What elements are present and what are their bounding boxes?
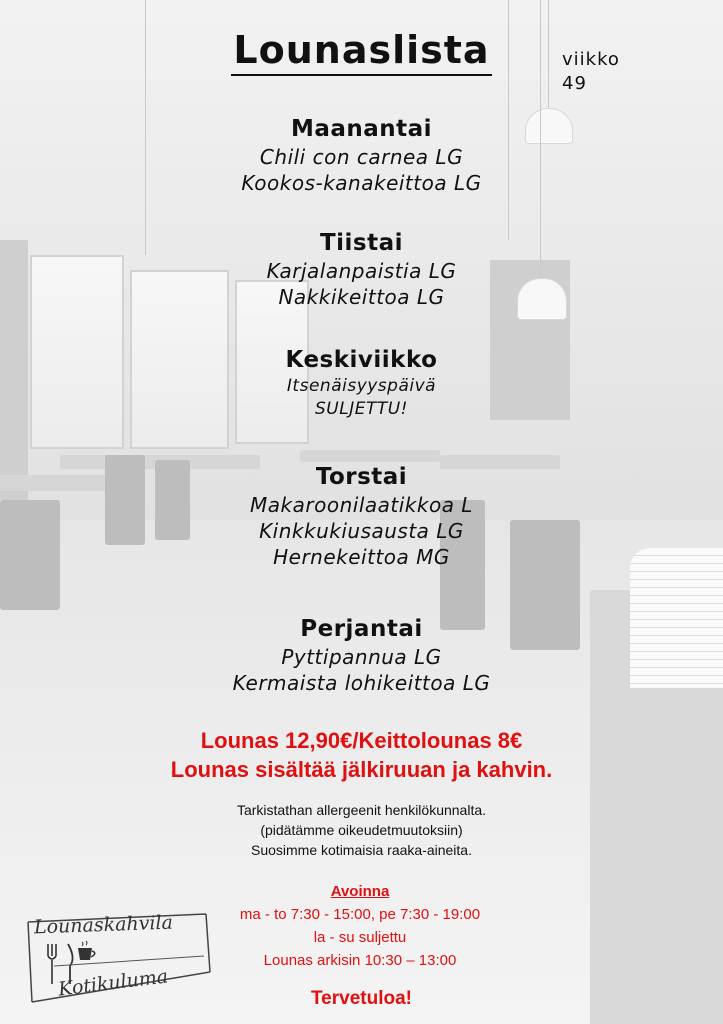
price-info [0, 726, 723, 784]
logo-line1: Lounaskahvila [33, 911, 174, 939]
logo-line2: Kotikuluma [57, 965, 170, 1001]
dish: Kinkkukiusausta LG [259, 519, 464, 543]
info-line: Suosimme kotimaisia raaka-aineita. [251, 842, 472, 858]
dish: Kookos-kanakeittoa LG [241, 171, 482, 195]
opening-hours-heading: Avoinna [330, 883, 390, 900]
day-name: Maanantai [290, 116, 433, 142]
day-name: Tiistai [319, 230, 404, 256]
day-name: Perjantai [300, 616, 423, 642]
week-number: 49 [562, 73, 587, 94]
hours-line: la - su suljettu [313, 929, 407, 946]
price-line: Lounas 12,90€/Keittolounas 8€ [200, 728, 523, 753]
day-tuesday [0, 228, 723, 310]
info-line: Tarkistathan allergeenit henkilökunnalta. [236, 802, 487, 818]
welcome-text: Tervetuloa! [310, 988, 412, 1009]
cafe-logo [24, 910, 214, 1010]
dish: Chili con carnea LG [259, 145, 464, 169]
week-word: viikko [562, 49, 620, 70]
dish: Karjalanpaistia LG [266, 259, 457, 283]
price-includes-line: Lounas sisältää jälkiruuan ja kahvin. [170, 757, 553, 782]
allergy-info [0, 800, 723, 860]
hours-line: ma - to 7:30 - 15:00, pe 7:30 - 19:00 [239, 906, 481, 923]
day-name: Torstai [315, 464, 408, 490]
hours-line: Lounas arkisin 10:30 – 13:00 [263, 952, 457, 969]
dish: SULJETTU! [315, 399, 408, 419]
day-wednesday [0, 345, 723, 421]
dish: Itsenäisyyspäivä [286, 376, 437, 396]
day-friday [0, 614, 723, 696]
week-label [562, 48, 620, 96]
day-name: Keskiviikko [285, 347, 438, 373]
day-thursday [0, 462, 723, 570]
dish: Hernekeittoa MG [273, 545, 450, 569]
dish: Kermaista lohikeittoa LG [232, 671, 491, 695]
menu-title-text: Lounaslista [231, 28, 491, 76]
dish: Makaroonilaatikkoa L [250, 493, 473, 517]
dish: Pyttipannua LG [281, 645, 442, 669]
coffee-cup-icon [78, 941, 95, 960]
info-line: (pidätämme oikeudetmuutoksiin) [260, 822, 463, 838]
day-monday [0, 114, 723, 196]
dish: Nakkikeittoa LG [278, 285, 445, 309]
